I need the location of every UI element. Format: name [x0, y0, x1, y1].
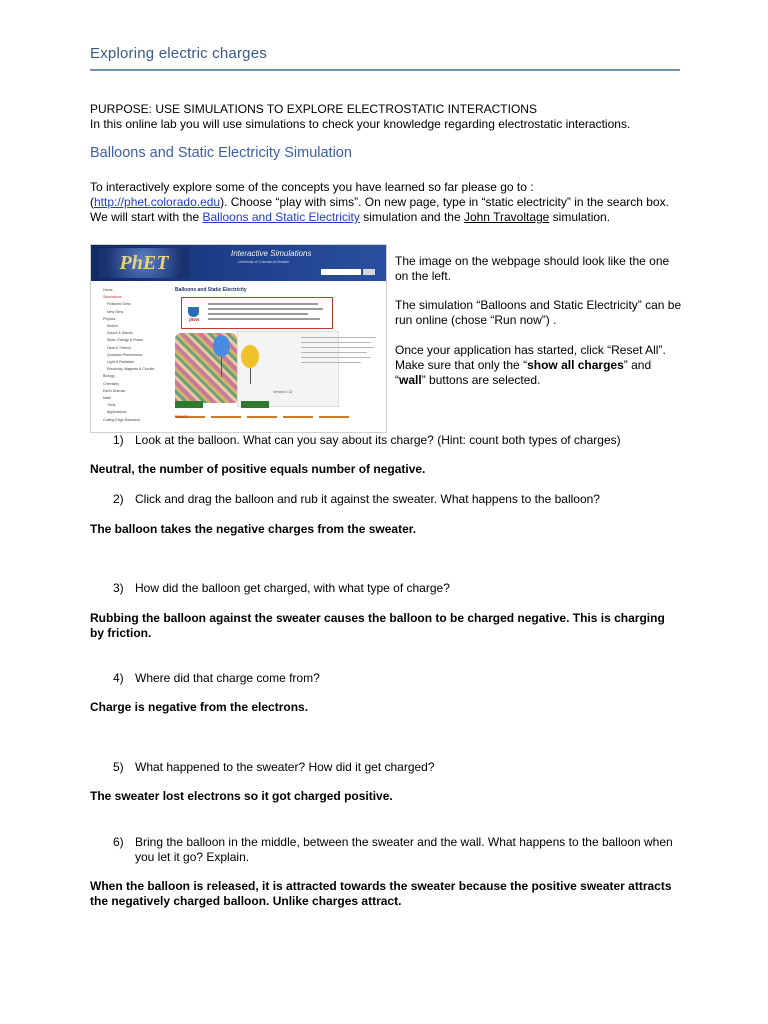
intro-open-paren: (	[90, 195, 94, 209]
phet-go-button	[363, 269, 375, 275]
java-wordmark: java	[189, 317, 199, 323]
phet-nav-item: Tools	[107, 403, 116, 408]
question-text: Look at the balloon. What can you say about its charge? (Hint: count both types of charges)	[135, 433, 621, 447]
answer-2: The balloon takes the negative charges from the sweater.	[90, 522, 417, 536]
question-text: What happened to the sweater? How did it get charged?	[135, 760, 435, 774]
phet-nav-item: Featured Sims	[107, 302, 131, 307]
side-paragraph-3	[395, 343, 685, 388]
intro-after-link: ). Choose “play with sims”. On new page, type in “static electricity” in the search box. We will start with the	[90, 195, 669, 224]
blue-balloon-icon	[213, 335, 230, 357]
banner-title: Interactive Simulations	[231, 249, 312, 258]
intro-between: simulation and the	[359, 210, 464, 224]
run-now-button	[241, 401, 269, 408]
topics-label: TOPICS	[175, 415, 188, 419]
side-paragraph-1: The image on the webpage should look like the one on the left.	[395, 254, 670, 283]
banner-subtitle: University of Colorado at Boulder	[238, 260, 290, 264]
java-notice-box	[181, 297, 333, 329]
answer-4: Charge is negative from the electrons.	[90, 700, 309, 714]
phet-nav-item: Light & Radiation	[107, 360, 135, 365]
phet-nav-item: Quantum Phenomena	[107, 352, 143, 357]
balloons-sim-link[interactable]: Balloons and Static Electricity	[202, 210, 360, 224]
phet-nav-item: Electricity, Magnets & Circuits	[107, 367, 155, 372]
wall-label: wall	[399, 373, 422, 387]
question-number: 3)	[113, 581, 124, 595]
phet-nav-item: Cutting Edge Research	[103, 417, 141, 422]
purpose-body: In this online lab you will use simulations to check your knowledge regarding electrostatic interactions.	[90, 117, 631, 131]
phet-nav-item: Simulations	[103, 295, 122, 300]
side-p3-start: Once your application has started, click “Reset All”. Make sure that only the “	[395, 343, 666, 372]
intro-end: simulation.	[549, 210, 611, 224]
phet-nav-item: Home	[103, 288, 113, 292]
question-number: 1)	[113, 433, 124, 447]
question-text: Where did that charge come from?	[135, 671, 320, 685]
travoltage-sim-link[interactable]: John Travoltage	[463, 210, 550, 224]
phet-nav-item: New Sims	[107, 309, 124, 314]
answer-6: When the balloon is released, it is attracted towards the sweater because the positive sweater attracts the negatively charged balloon. Unlike charges attract.	[90, 879, 672, 908]
question-text: Bring the balloon in the middle, between the sweater and the wall. What happens to the balloon when you let it go? Explain.	[135, 835, 673, 864]
version-label: Version 1.12	[273, 390, 293, 394]
phet-nav-item: Work, Energy & Power	[107, 338, 144, 343]
yellow-balloon-icon	[241, 345, 259, 368]
title-divider	[90, 69, 680, 71]
download-button	[175, 401, 203, 408]
phet-nav-item: Math	[103, 396, 111, 401]
side-p3-end: ” buttons are selected.	[421, 373, 541, 387]
phet-nav-item: Biology	[103, 374, 115, 379]
answer-3: Rubbing the balloon against the sweater causes the balloon to be charged negative. This is charging by friction.	[90, 611, 665, 640]
phet-nav-item: Heat & Thermo	[107, 345, 132, 350]
phet-banner	[91, 245, 386, 281]
phet-logo: PhET	[99, 248, 189, 278]
question-number: 5)	[113, 760, 124, 774]
phet-nav-item: Applications	[107, 410, 127, 415]
purpose-block	[90, 102, 630, 132]
java-logo-icon	[185, 304, 203, 322]
answer-5: The sweater lost electrons so it got charged positive.	[90, 789, 393, 803]
phet-nav	[93, 287, 171, 424]
question-text: How did the balloon get charged, with what type of charge?	[135, 581, 450, 595]
question-number: 4)	[113, 671, 124, 685]
side-p3-mid: ” and “	[395, 358, 652, 387]
content-title: Balloons and Static Electricity	[175, 287, 247, 293]
intro-paragraph	[90, 180, 680, 225]
phet-nav-item: Sound & Waves	[107, 331, 133, 336]
document-title: Exploring electric charges	[90, 45, 267, 62]
phet-nav-item: Physics	[103, 316, 116, 321]
phet-search-box	[321, 269, 361, 275]
phet-nav-item: Chemistry	[103, 381, 120, 386]
phet-website-screenshot	[90, 244, 387, 433]
intro-line1: To interactively explore some of the concepts you have learned so far please go to :	[90, 180, 534, 194]
sim-links-row	[175, 408, 380, 413]
question-number: 2)	[113, 492, 124, 506]
show-all-charges-label: show all charges	[527, 358, 624, 372]
phet-nav-item: Motion	[107, 324, 118, 329]
question-number: 6)	[113, 835, 124, 849]
phet-nav-item: Earth Science	[103, 388, 126, 393]
answer-1: Neutral, the number of positive equals number of negative.	[90, 462, 426, 476]
phet-link[interactable]: http://phet.colorado.edu	[94, 195, 221, 209]
purpose-heading: PURPOSE: USE SIMULATIONS TO EXPLORE ELECTROSTATIC INTERACTIONS	[90, 102, 537, 116]
side-paragraph-2: The simulation “Balloons and Static Electricity” can be run online (chose “Run now”) .	[395, 298, 682, 327]
question-text: Click and drag the balloon and rub it against the sweater. What happens to the balloon?	[135, 492, 600, 506]
section-title: Balloons and Static Electricity Simulation	[90, 145, 352, 161]
